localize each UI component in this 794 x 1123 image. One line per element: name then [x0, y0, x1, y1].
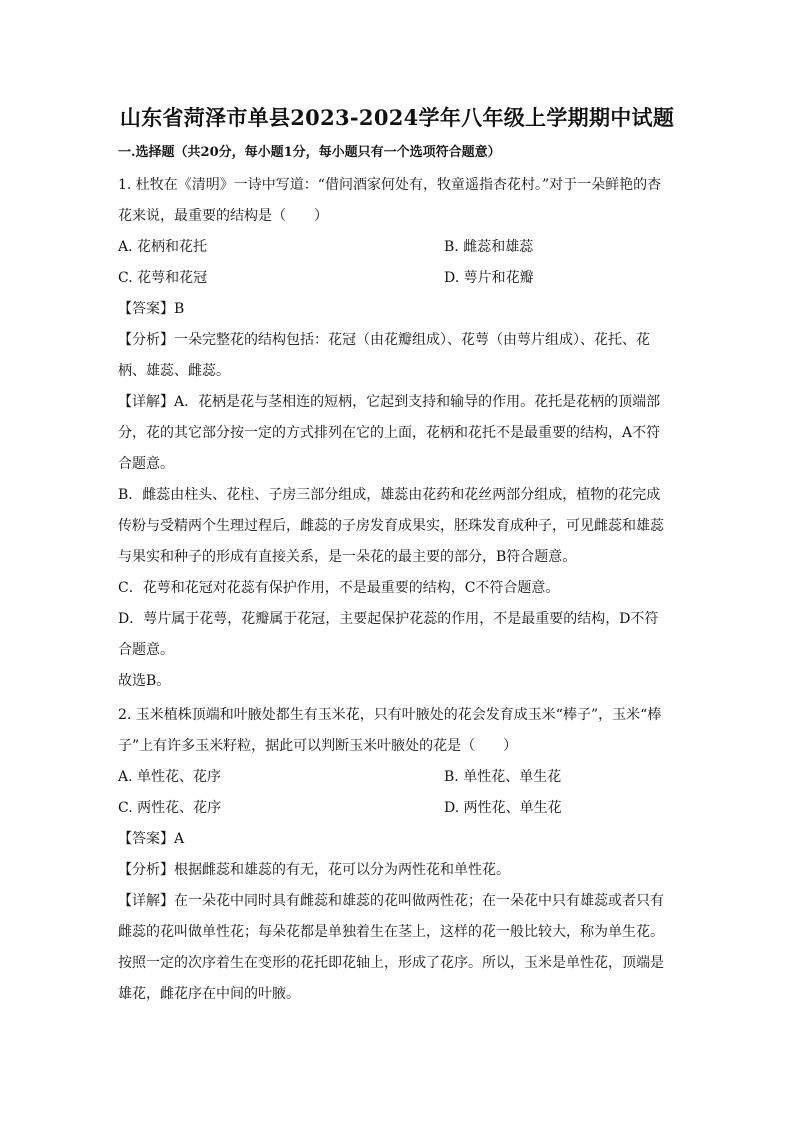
question-1-detail-line: 与果实和种子的形成有直接关系，是一朵花的最主要的部分，B符合题意。	[118, 549, 577, 565]
question-2-option-b: B. 单性花、单生花	[444, 769, 562, 785]
question-2-answer: 【答案】A	[118, 831, 185, 847]
question-2-stem-line: 2. 玉米植株顶端和叶腋处都生有玉米花，只有叶腋处的花会发育成玉米“棒子”，玉米“棒	[118, 707, 662, 723]
question-2-detail-line: 雌蕊的花叫做单性花；每朵花都是单独着生在茎上，这样的花一般比较大，称为单生花。	[118, 924, 664, 940]
question-1-option-d: D. 萼片和花瓣	[444, 270, 534, 286]
question-1-stem-line: 花来说，最重要的结构是（ ）	[118, 208, 328, 224]
question-2-stem-line: 子”上有许多玉米籽粒，据此可以判断玉米叶腋处的花是（ ）	[118, 738, 518, 754]
question-1-analysis-line: 柄、雄蕊、雌蕊。	[118, 363, 230, 379]
page-title: 山东省菏泽市单县2023-2024学年八年级上学期期中试题	[119, 105, 675, 130]
question-2-detail-line: 按照一定的次序着生在变形的花托即花轴上，形成了花序。所以，玉米是单性花，顶端是	[118, 955, 664, 971]
question-1	[118, 170, 678, 697]
question-2-option-a: A. 单性花、花序	[118, 769, 222, 785]
question-1-option-b: B. 雌蕊和雄蕊	[444, 239, 534, 255]
question-1-options-row	[118, 263, 678, 294]
question-1-analysis-line: 【分析】一朵完整花的结构包括：花冠（由花瓣组成）、花萼（由萼片组成）、花托、花	[118, 332, 650, 348]
question-2-detail-line: 【详解】在一朵花中同时具有雌蕊和雄蕊的花叫做两性花；在一朵花中只有雄蕊或者只有	[118, 893, 664, 909]
question-1-option-c: C. 花萼和花冠	[118, 270, 208, 286]
question-1-option-a: A. 花柄和花托	[118, 239, 208, 255]
question-2-options-row	[118, 793, 678, 824]
question-1-detail-line: 分，花的其它部分按一定的方式排列在它的上面，花柄和花托不是最重要的结构，A不符	[118, 425, 661, 441]
question-2-option-d: D. 两性花、单生花	[444, 800, 562, 816]
question-1-detail-line: 【详解】A．花柄是花与茎相连的短柄，它起到支持和输导的作用。花托是花柄的顶端部	[118, 394, 661, 410]
question-2-detail-line: 雄花，雌花序在中间的叶腋。	[118, 986, 300, 1002]
question-1-conclusion: 故选B。	[118, 673, 171, 689]
question-1-detail-line: B．雌蕊由柱头、花柱、子房三部分组成，雄蕊由花药和花丝两部分组成，植物的花完成	[118, 487, 661, 503]
question-1-answer: 【答案】B	[118, 301, 185, 317]
question-2-option-c: C. 两性花、花序	[118, 800, 222, 816]
question-1-detail-line: C．花萼和花冠对花蕊有保护作用，不是最重要的结构，C不符合题意。	[118, 580, 560, 596]
question-1-options-row	[118, 232, 678, 263]
question-2-analysis-line: 【分析】根据雌蕊和雄蕊的有无，花可以分为两性花和单性花。	[118, 862, 510, 878]
question-1-detail-line: D．萼片属于花萼，花瓣属于花冠，主要起保护花蕊的作用，不是最重要的结构，D不符	[118, 611, 659, 627]
question-2	[118, 700, 678, 1010]
section-heading: 一.选择题（共20分，每小题1分，每小题只有一个选项符合题意）	[118, 145, 501, 160]
question-1-detail-line: 合题意。	[118, 642, 174, 658]
question-1-detail-line: 传粉与受精两个生理过程后，雌蕊的子房发育成果实，胚珠发育成种子，可见雌蕊和雄蕊	[118, 518, 664, 534]
question-2-options-row	[118, 762, 678, 793]
question-1-detail-line: 合题意。	[118, 456, 174, 472]
question-1-stem-line: 1. 杜牧在《清明》一诗中写道：“借问酒家何处有，牧童遥指杏花村。”对于一朵鲜艳的杏	[118, 177, 662, 193]
